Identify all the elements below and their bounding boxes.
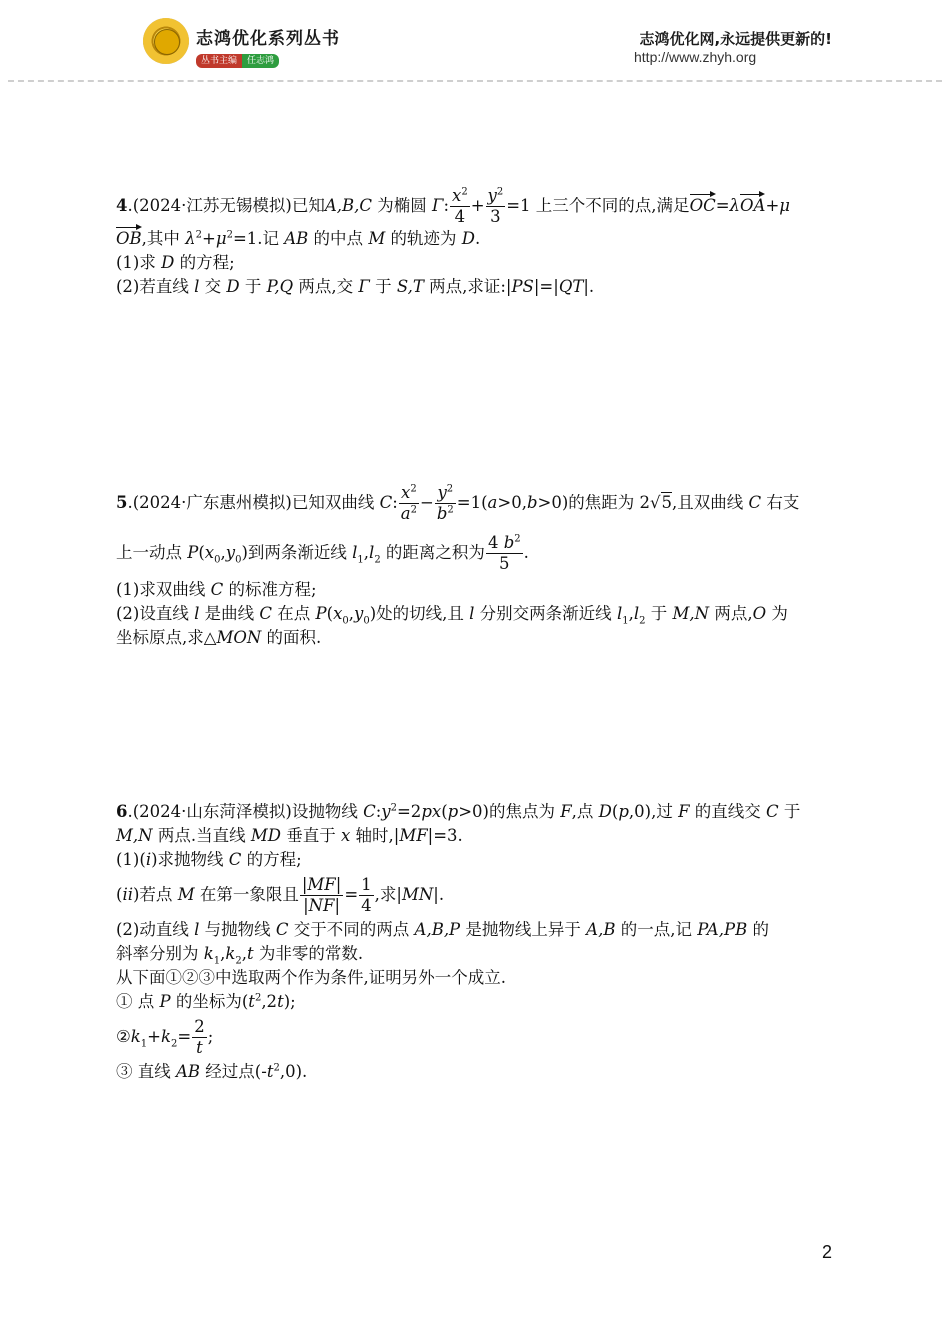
problem-6 bbox=[116, 800, 836, 1084]
problem-6-part-2: (2)动直线 l 与抛物线 C 交于不同的两点 A,B,P 是抛物线上异于 A,B 的一点,记 PA,PB 的 bbox=[116, 920, 769, 939]
problem-5-part-1: (1)求双曲线 C 的标准方程; bbox=[116, 580, 317, 599]
problem-4-line-1: 4.(2024·江苏无锡模拟)已知A,B,C 为椭圆 Γ: $\frac{x^2}{4}$ + $\frac{y^2}{3}$ =1 上三个不同的点,满足OC=λOA+μ bbox=[116, 186, 791, 226]
vector-oc: OC bbox=[690, 194, 716, 218]
problem-4-part-1: (1)求 D 的方程; bbox=[116, 253, 235, 272]
editor-tag-name: 任志鸿 bbox=[242, 54, 279, 68]
condition-1: ① 点 P 的坐标为$(t^2,2t)$; bbox=[116, 992, 296, 1011]
problem-4-line-2: OB,其中 $\lambda^2+\mu^2=1$.记 AB 的中点 M 的轨迹为 D. bbox=[116, 227, 836, 251]
fraction-y2-3: $\frac{y^2}{3}$ bbox=[487, 186, 504, 226]
fraction-1-4: $\frac{1}{4}$ bbox=[361, 875, 372, 915]
problem-6-instruction: 从下面①②③中选取两个作为条件,证明另外一个成立. bbox=[116, 968, 506, 987]
page-header bbox=[0, 0, 950, 100]
fraction-x2-4: $\frac{x^2}{4}$ bbox=[452, 186, 468, 226]
header-url[interactable]: http://www.zhyh.org bbox=[634, 49, 757, 65]
header-slogan: 志鸿优化网,永远提供更新的! bbox=[639, 30, 832, 48]
problem-5-part-2: (2)设直线 l 是曲线 C 在点 $P(x_0,y_0)$处的切线,且 l 分别交两条渐近线 $l_1,l_2$ 于 M,N 两点,O 为 bbox=[116, 604, 788, 627]
problem-4-part-2: (2)若直线 l 交 D 于 P,Q 两点,交 Γ 于 S,T 两点,求证:|PS|=|QT|. bbox=[116, 277, 595, 296]
vector-oa: OA bbox=[740, 194, 765, 218]
problem-6-line-2: M,N 两点.当直线 MD 垂直于 x 轴时,|MF|=3. bbox=[116, 826, 463, 845]
page-number: 2 bbox=[822, 1242, 833, 1262]
series-title: 志鸿优化系列丛书 bbox=[196, 29, 340, 49]
problem-5-part-2-cont: 坐标原点,求△MON 的面积. bbox=[116, 628, 322, 647]
problem-4 bbox=[116, 186, 836, 299]
problem-5-line-1: 5.(2024·广东惠州模拟)已知双曲线 C: $\frac{x^2}{a^2}$ − $\frac{y^2}{b^2}$ =1(a>0,b>0)的焦距为 2√5,且双曲线 C 右支 bbox=[116, 483, 800, 523]
problem-5 bbox=[116, 478, 836, 650]
condition-2: $②k_1+k_2=$ $\frac{2}{t}$ ; bbox=[116, 1017, 214, 1057]
problem-5-line-2: 上一动点 $P(x_0,y_0)$到两条渐近线 $l_1,l_2$ 的距离之积为 $\frac{4 b^2}{5}$ . bbox=[116, 533, 529, 573]
vector-ob: OB bbox=[116, 227, 142, 251]
problem-6-part-2-cont: 斜率分别为 $k_1,k_2,t$ 为非零的常数. bbox=[116, 944, 364, 967]
sqrt-5: 5 bbox=[661, 493, 673, 512]
condition-3: ③ 直线 AB 经过点$(-t^2,0)$. bbox=[116, 1062, 308, 1081]
header-divider bbox=[8, 80, 942, 82]
problem-6-line-1: 6.(2024·山东菏泽模拟)设抛物线 $C:y^2=2px(p>0)$的焦点为 F,点 D(p,0),过 F 的直线交 C 于 bbox=[116, 802, 801, 821]
problem-6-part-1ii: (ii)若点 M 在第一象限且 $\frac{|MF|}{|NF|}$ = $\frac{1}{4}$ ,求|MN|. bbox=[116, 875, 445, 915]
fraction-2-t: $\frac{2}{t}$ bbox=[194, 1017, 205, 1057]
series-logo-icon bbox=[143, 18, 189, 64]
fraction-4b2-5: $\frac{4 b^2}{5}$ bbox=[487, 533, 521, 573]
fraction-y2-b2: $\frac{y^2}{b^2}$ bbox=[436, 483, 454, 523]
editor-tag-label: 丛书主编 bbox=[196, 54, 242, 68]
fraction-mf-nf: $\frac{|MF|}{|NF|}$ bbox=[301, 875, 342, 915]
problem-6-part-1i: (1)(i)求抛物线 C 的方程; bbox=[116, 850, 302, 869]
fraction-x2-a2: $\frac{x^2}{a^2}$ bbox=[400, 483, 417, 523]
editor-tags bbox=[196, 48, 279, 66]
